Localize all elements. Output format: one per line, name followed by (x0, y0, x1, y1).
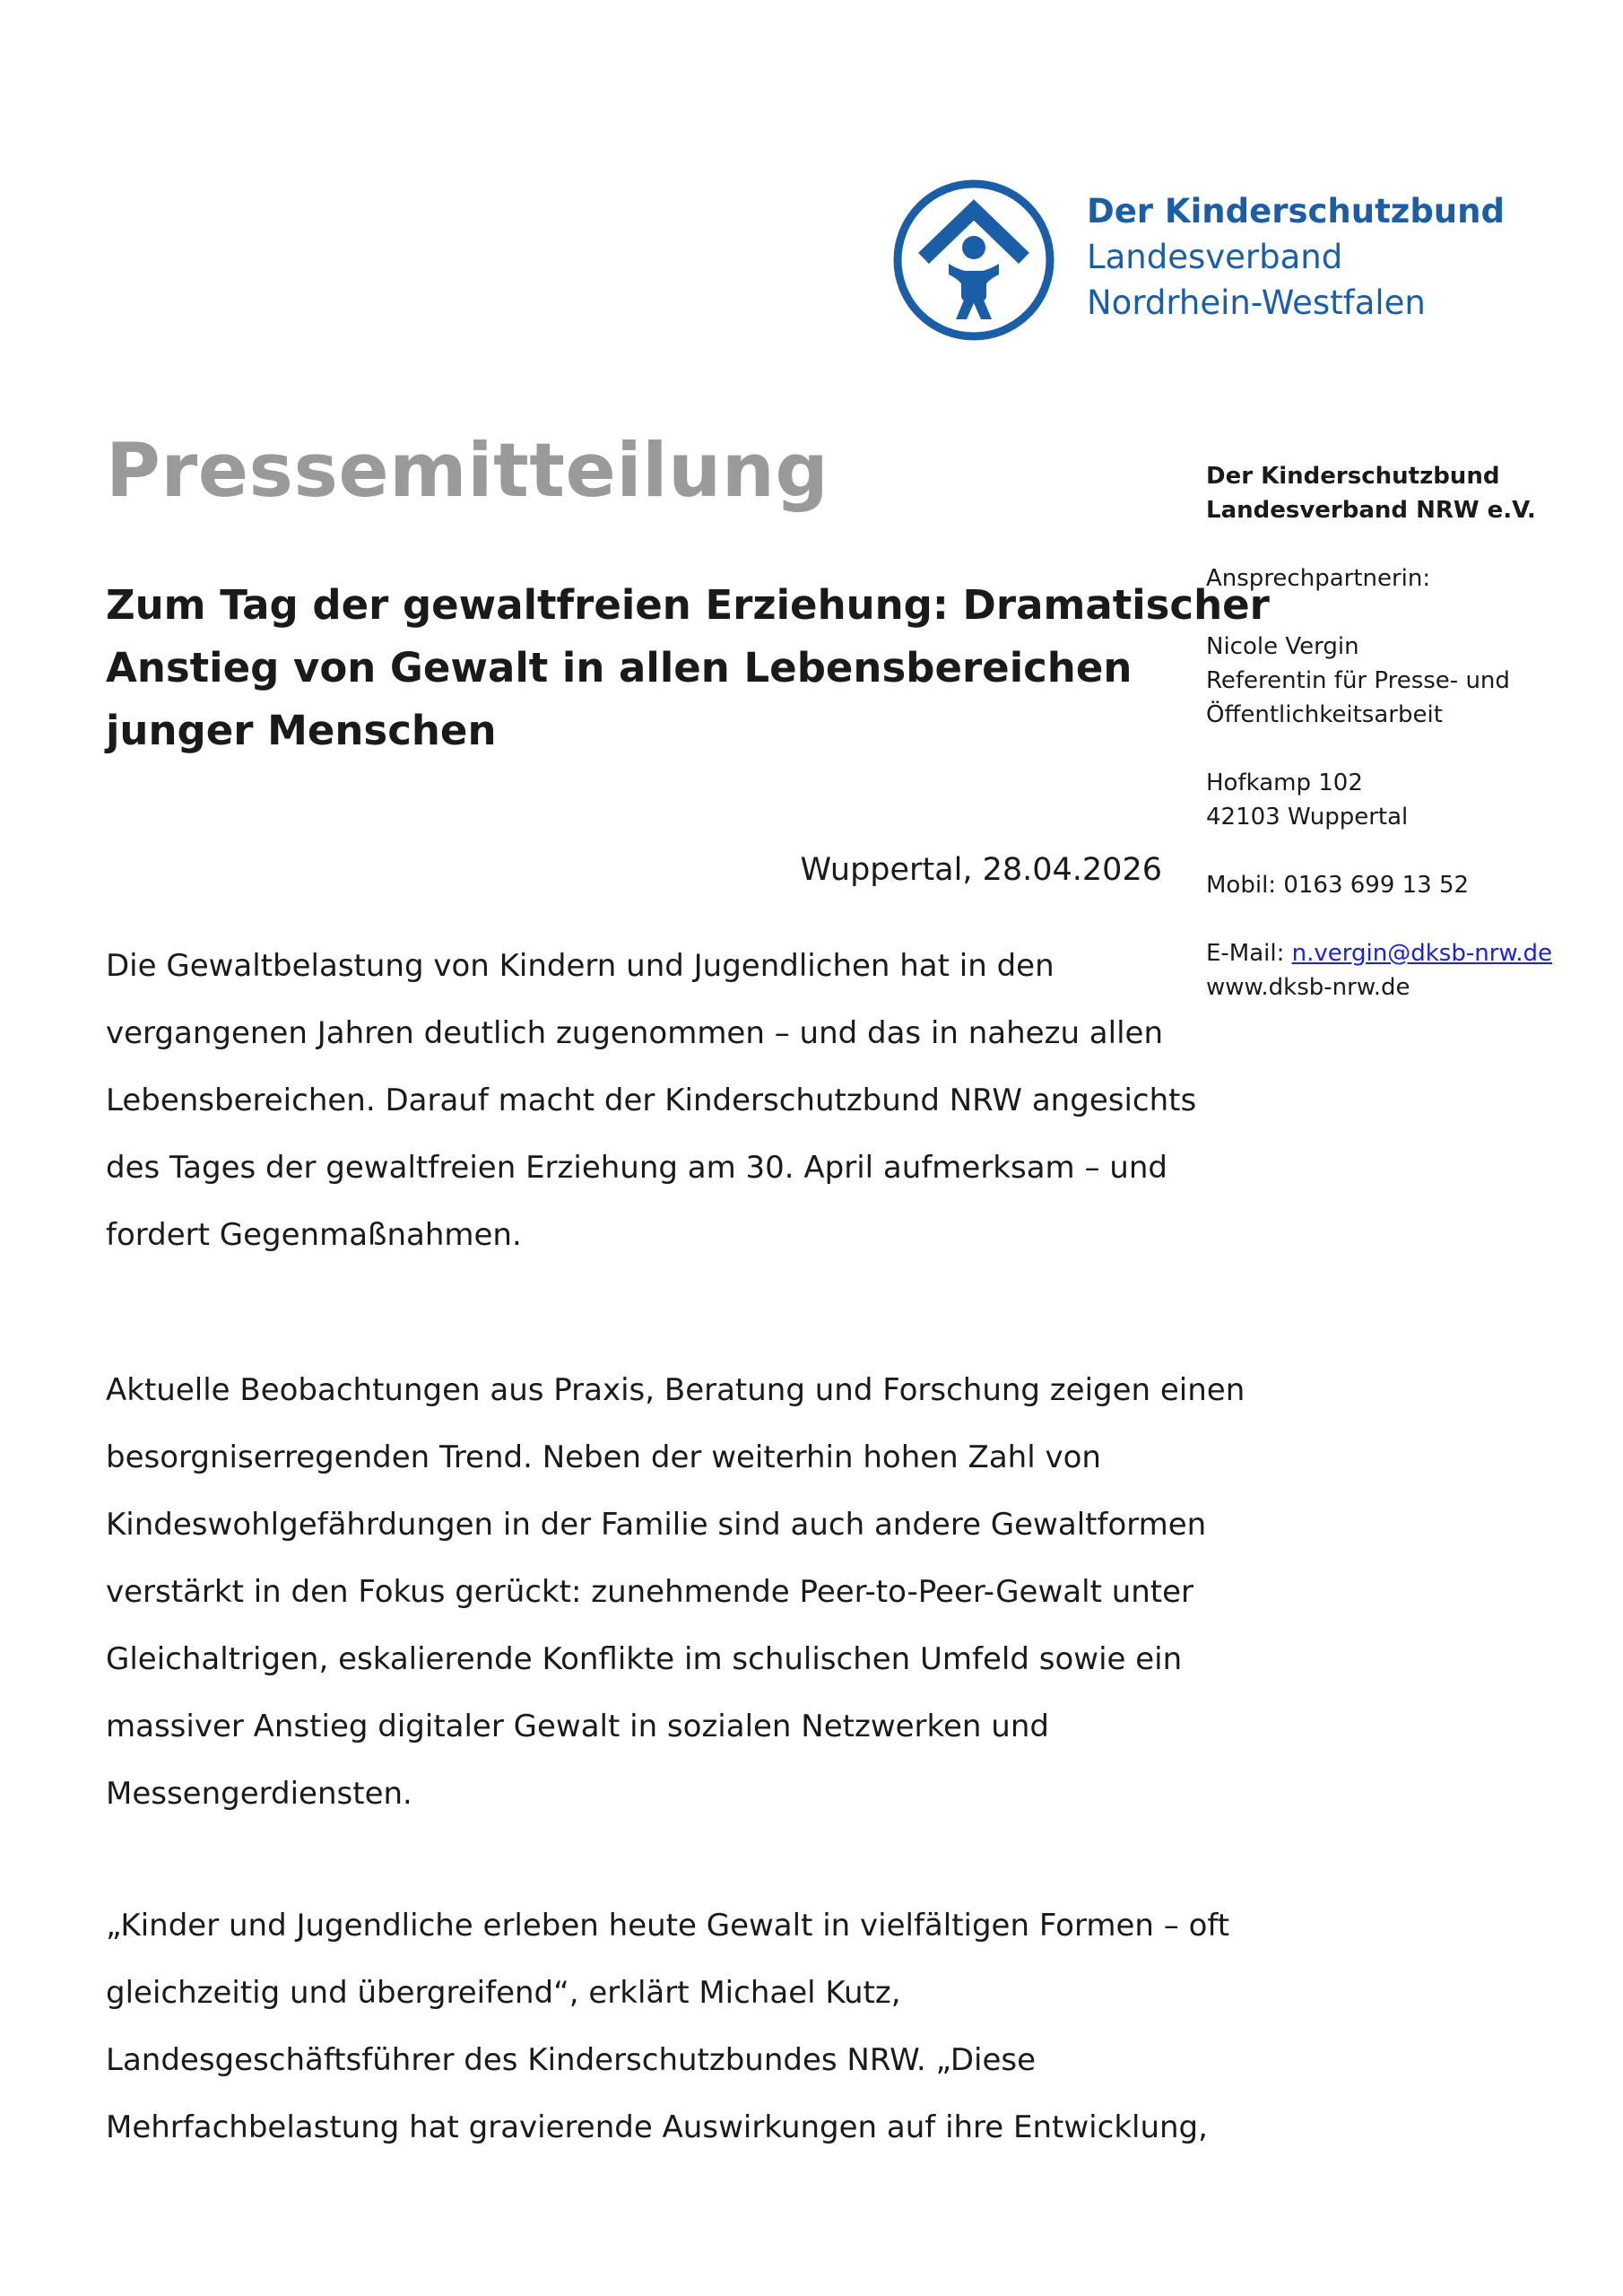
text-line: fordert Gegenmaßnahmen. (106, 1217, 522, 1253)
email-label: E-Mail: (1206, 940, 1292, 967)
spacer (1206, 596, 1592, 630)
logo-text (1087, 188, 1505, 326)
text-line: Landesgeschäftsführer des Kinderschutzbundes NRW. „Diese (106, 2042, 1037, 2078)
contact-role: Öffentlichkeitsarbeit (1206, 701, 1443, 728)
spacer (1206, 527, 1592, 561)
text-line: verstärkt in den Fokus gerückt: zunehmende Peer-to-Peer-Gewalt unter (106, 1574, 1194, 1610)
document-type-title: Pressemitteilung (106, 427, 829, 514)
spacer (1206, 834, 1592, 868)
email-link[interactable]: n.vergin@dksb-nrw.de (1291, 940, 1553, 967)
text-line: Die Gewaltbelastung von Kindern und Jugendlichen hat in den (106, 948, 1055, 984)
headline-line: junger Menschen (106, 707, 497, 754)
headline-line: Zum Tag der gewaltfreien Erziehung: Dramatischer (106, 581, 1270, 629)
mobile-number: Mobil: 0163 699 13 52 (1206, 872, 1470, 899)
text-line: Aktuelle Beobachtungen aus Praxis, Beratung und Forschung zeigen einen (106, 1372, 1245, 1408)
organization-logo (891, 178, 1505, 348)
kinderschutzbund-logo-icon (891, 178, 1056, 343)
address-city: 42103 Wuppertal (1206, 804, 1409, 831)
spacer (1206, 902, 1592, 936)
text-line: vergangenen Jahren deutlich zugenommen – und das in nahezu allen (106, 1015, 1163, 1051)
text-line: Lebensbereichen. Darauf macht der Kinderschutzbund NRW angesichts (106, 1083, 1197, 1118)
logo-line-3: Nordrhein-Westfalen (1087, 283, 1426, 322)
text-line: Mehrfachbelastung hat gravierende Auswirkungen auf ihre Entwicklung, (106, 2109, 1208, 2145)
dateline: Wuppertal, 28.04.2026 (800, 852, 1162, 888)
text-line: Messengerdiensten. (106, 1776, 412, 1812)
contact-role: Referentin für Presse- und (1206, 667, 1510, 694)
text-line: massiver Anstieg digitaler Gewalt in sozialen Netzwerken und (106, 1709, 1049, 1744)
spacer (1206, 732, 1592, 766)
body-paragraph (106, 1892, 1230, 2161)
logo-line-2: Landesverband (1087, 238, 1343, 276)
text-line: Gleichaltrigen, eskalierende Konflikte im schulischen Umfeld sowie ein (106, 1641, 1183, 1677)
text-line: des Tages der gewaltfreien Erziehung am 30. April aufmerksam – und (106, 1150, 1167, 1186)
headline (106, 574, 1270, 762)
organization-subname: Landesverband NRW e.V. (1206, 497, 1536, 524)
text-line: Kindeswohlgefährdungen in der Familie sind auch andere Gewaltformen (106, 1507, 1207, 1543)
address-street: Hofkamp 102 (1206, 770, 1363, 796)
text-line: besorgniserregenden Trend. Neben der weiterhin hohen Zahl von (106, 1439, 1101, 1475)
organization-name: Der Kinderschutzbund (1206, 463, 1500, 490)
text-line: „Kinder und Jugendliche erleben heute Gewalt in vielfältigen Formen – oft (106, 1908, 1230, 1944)
email-row (1206, 936, 1592, 970)
body-paragraph (106, 1357, 1245, 1828)
text-line: gleichzeitig und übergreifend“, erklärt Michael Kutz, (106, 1975, 901, 2011)
contact-name: Nicole Vergin (1206, 633, 1359, 660)
website-url: www.dksb-nrw.de (1206, 974, 1410, 1001)
logo-line-1: Der Kinderschutzbund (1087, 192, 1505, 230)
headline-line: Anstieg von Gewalt in allen Lebensbereichen (106, 644, 1133, 691)
body-paragraph (106, 933, 1197, 1269)
contact-label: Ansprechpartnerin: (1206, 565, 1431, 592)
contact-sidebar (1206, 459, 1592, 1004)
